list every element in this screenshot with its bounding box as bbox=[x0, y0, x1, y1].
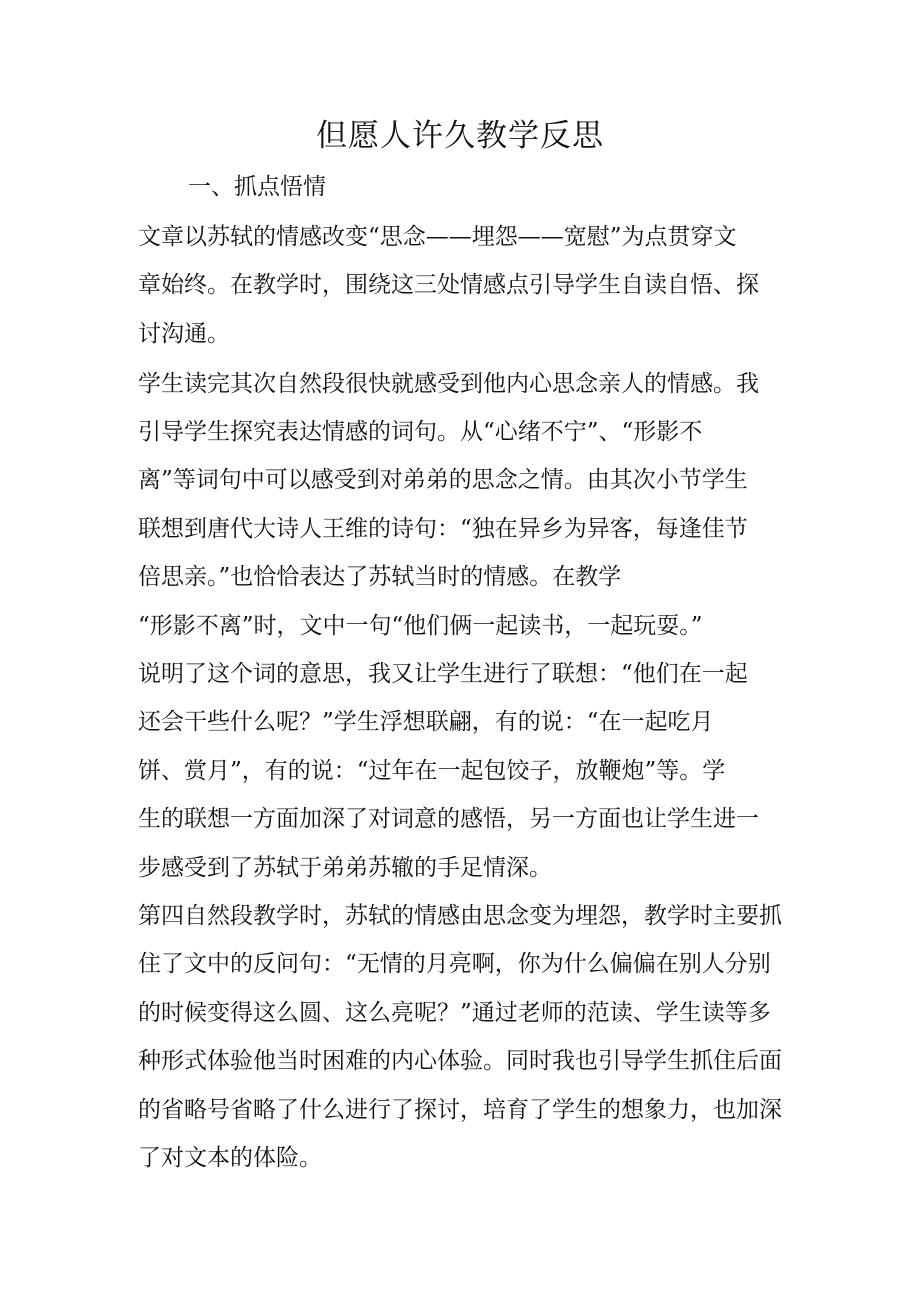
body-line: 学生读完其次自然段很快就感受到他内心思念亲人的情感。我 bbox=[138, 371, 759, 397]
body-line: 章始终。在教学时，围绕这三处情感点引导学生自读自悟、探 bbox=[138, 272, 759, 298]
section-heading: 一、抓点悟情 bbox=[188, 174, 326, 200]
body-line: 文章以苏轼的情感改变“思念——埋怨——宽慰”为点贯穿文 bbox=[138, 224, 737, 250]
body-line: 联想到唐代大诗人王维的诗句：“独在异乡为异客，每逢佳节 bbox=[138, 516, 748, 542]
body-line: 还会干些什么呢？”学生浮想联翩，有的说：“在一起吃月 bbox=[138, 709, 714, 735]
body-line: 第四自然段教学时，苏轼的情感由思念变为埋怨，教学时主要抓 bbox=[138, 903, 782, 929]
body-line: 步感受到了苏轼于弟弟苏辙的手足情深。 bbox=[138, 855, 552, 881]
body-line: 饼、赏月”，有的说：“过年在一起包饺子，放鞭炮”等。学 bbox=[138, 758, 726, 784]
body-line: 的时候变得这么圆、这么亮呢？”通过老师的范读、学生读等多 bbox=[138, 1000, 771, 1026]
body-line: 了对文本的体险。 bbox=[138, 1145, 322, 1171]
body-line: 倍思亲。”也恰恰表达了苏轼当时的情感。在教学 bbox=[138, 564, 622, 590]
body-line: 说明了这个词的意思，我又让学生进行了联想：“他们在一起 bbox=[138, 661, 748, 687]
body-line: 住了文中的反问句：“无情的月亮啊，你为什么偏偏在别人分别 bbox=[138, 951, 771, 977]
body-line: 离”等词句中可以感受到对弟弟的思念之情。由其次小节学生 bbox=[138, 467, 748, 493]
document-title: 但愿人许久教学反思 bbox=[316, 118, 604, 154]
body-line: 的省略号省略了什么进行了探讨，培育了学生的想象力，也加深 bbox=[138, 1097, 782, 1123]
body-line: 种形式体验他当时困难的内心体验。同时我也引导学生抓住后面 bbox=[138, 1048, 782, 1074]
body-line: 讨沟通。 bbox=[138, 321, 230, 347]
body-line: “形影不离”时，文中一句“他们俩一起读书，一起玩耍。” bbox=[138, 613, 703, 639]
body-line: 生的联想一方面加深了对词意的感悟，另一方面也让学生进一 bbox=[138, 806, 759, 832]
body-line: 引导学生探究表达情感的词句。从“心绪不宁”、“形影不 bbox=[138, 419, 703, 445]
